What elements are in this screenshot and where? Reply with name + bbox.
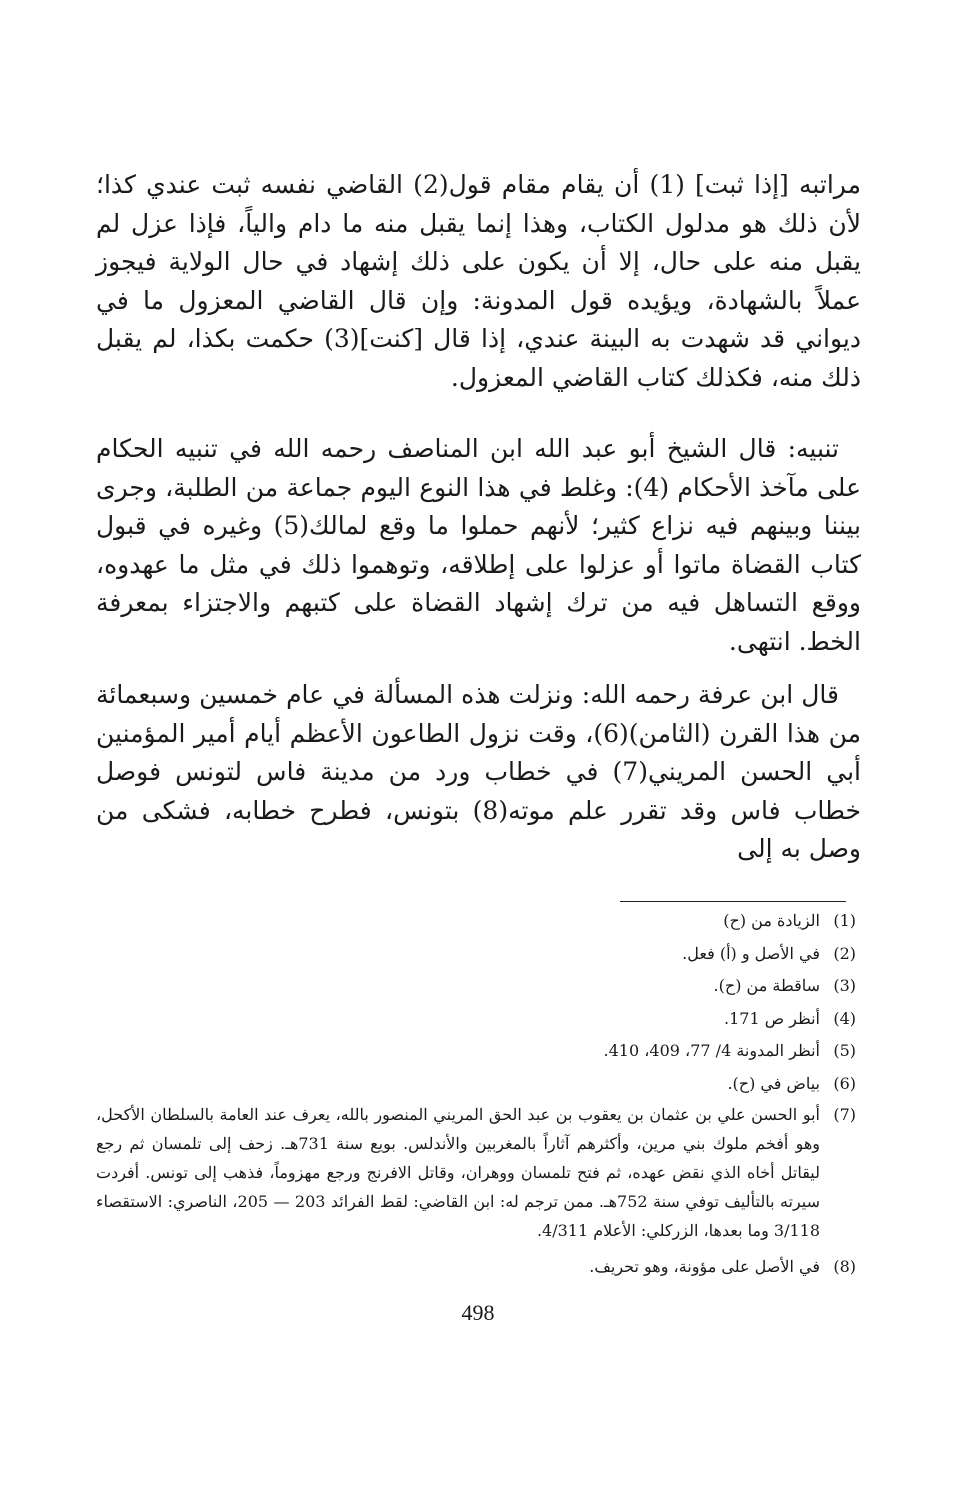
footnote-text: ساقطة من (ح).: [713, 976, 820, 995]
footnote-item: [96, 1003, 856, 1036]
footnote-number: (8): [833, 1257, 856, 1276]
footnote-number: (1): [833, 911, 856, 930]
footnote-text: أنظر ص 171.: [723, 1008, 820, 1028]
paragraph-text: تنبيه: قال الشيخ أبو عبد الله ابن المناصف رحمه الله في تنبيه الحكام على مآخذ الأحكام (4): وغلط في هذا النوع اليوم جماعة من الطلبة، وجرى بيننا وبينهم فيه نزاع كثير؛ لأنهم حملوا ما وقع لمالك(5) وغيره في قبول كتاب القضاة ماتوا أو عزلوا على إطلاقه، وتوهموا ذلك في مثل ما عهدوه، ووقع التساهل فيه من ترك إشهاد القضاة على كتبهم والاجتزاء بمعرفة الخط. انتهى.: [96, 434, 861, 656]
footnote-number: (7): [833, 1105, 856, 1124]
footnote-number: (5): [833, 1041, 856, 1060]
footnote-number: (6): [833, 1073, 856, 1093]
footnote-text: في الأصل و (أ) فعل.: [682, 943, 820, 963]
footnote-item: [96, 970, 856, 1003]
paragraph-text: مراتبه [إذا ثبت] (1) أن يقام مقام قول(2) القاضي نفسه ثبت عندي كذا؛ لأن ذلك هو مدلول الكتاب، وهذا إنما يقبل منه ما دام والياً، فإذا عزل لم يقبل منه على حال، إلا أن يكون على ذلك إشهاد في حال الولاية فيجوز عملاً بالشهادة، ويؤيده قول المدونة: وإن قال القاضي المعزول ما في ديواني قد شهدت به البينة عندي، إذا قال [كنت](3) حكمت بكذا، لم يقبل ذلك منه، فكذلك كتاب القاضي المعزول.: [96, 170, 861, 392]
footnote-item: [96, 905, 856, 938]
footnote-text: الزيادة من (ح): [723, 911, 820, 930]
footnote-item: [96, 1251, 856, 1284]
footnote-text: في الأصل على مؤونة، وهو تحريف.: [589, 1257, 820, 1276]
page-number: 498: [461, 1300, 495, 1325]
footnote-text: أبو الحسن علي بن عثمان بن يعقوب بن عبد الحق المريني المنصور بالله، يعرف عند العامة بالسلطان الأكحل، وهو أفخم ملوك بني مرين، وأكثرهم آثاراً بالمغربين والأندلس. بويع سنة 731هـ. زحف إلى تلمسان ثم رجع ليقاتل أخاه الذي نقض عهده، ثم فتح تلمسان ووهران، وقاتل الافرنج ورجع مهزوماً، فذهب إلى تونس. أفردت سيرته بالتأليف توفي سنة 752هـ. ممن ترجم له: ابن القاضي: لقط الفرائد 203 — 205، الناصري: الاستقصاء 3/118 وما بعدها، الزركلي: الأعلام 4/311.: [96, 1105, 821, 1240]
paragraph-text: قال ابن عرفة رحمه الله: ونزلت هذه المسألة في عام خمسين وسبعمائة من هذا القرن (الثامن)(6)، وقت نزول الطاعون الأعظم أيام أمير المؤمنين أبي الحسن المريني(7) في خطاب ورد من مدينة فاس لتونس فوصل خطاب فاس وقد تقرر علم موته(8) بتونس، فطرح خطابه، فشكى من وصل به إلى: [96, 680, 861, 863]
footnote-item: [96, 1100, 856, 1245]
footnote-number: (4): [833, 1008, 856, 1028]
footnote-item: [96, 1068, 856, 1101]
body-paragraph: [96, 166, 861, 397]
footnote-divider: [620, 901, 846, 902]
footnote-item: [96, 938, 856, 971]
footnotes-section: [96, 905, 856, 1284]
footnote-number: (2): [833, 943, 856, 963]
footnote-item: [96, 1035, 856, 1068]
body-paragraph: [96, 430, 861, 661]
footnote-number: (3): [833, 976, 856, 995]
footnote-text: بياض في (ح).: [727, 1073, 820, 1093]
body-paragraph: [96, 676, 861, 869]
footnote-text: أنظر المدونة 4/ 77، 409، 410.: [603, 1041, 820, 1060]
